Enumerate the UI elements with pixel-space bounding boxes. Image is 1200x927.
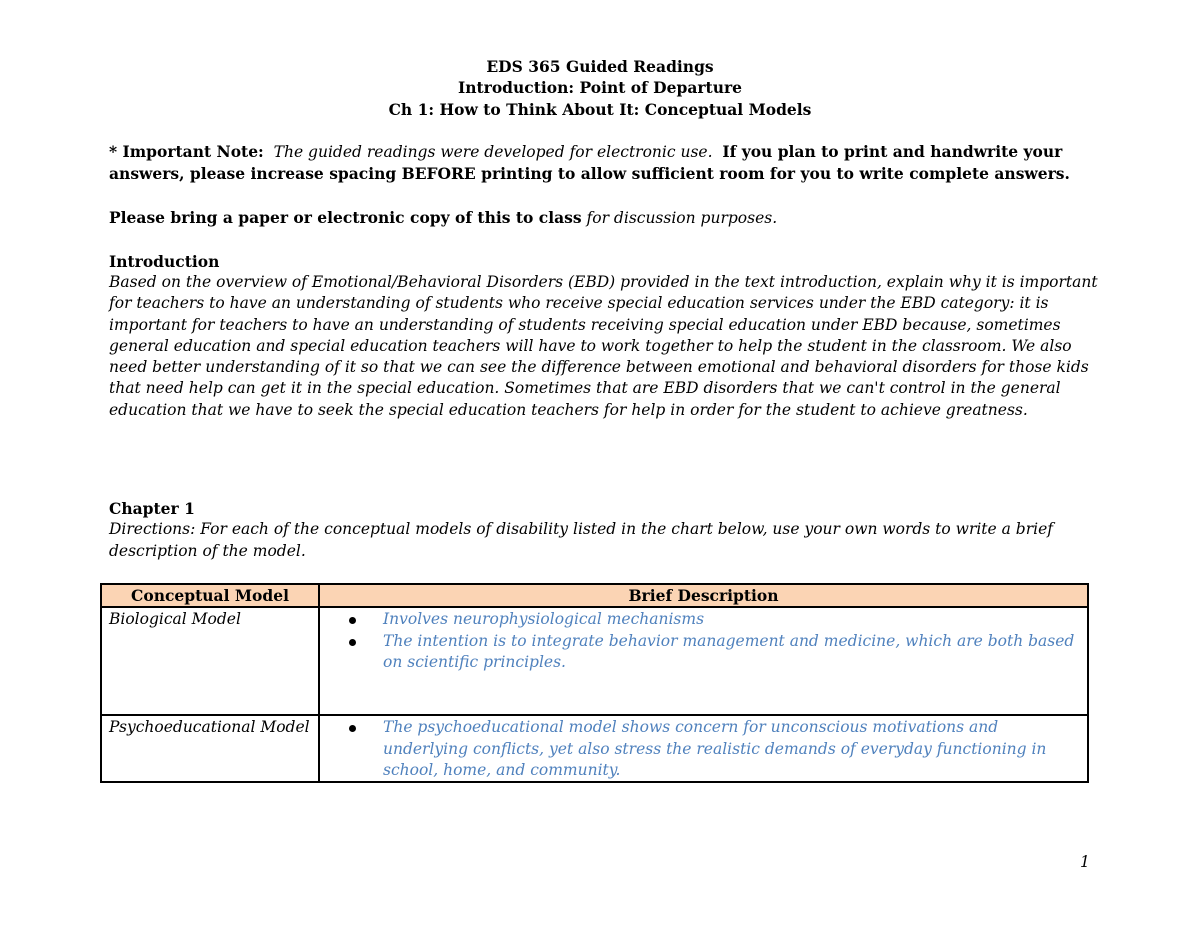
chapter1-directions: Directions: For each of the conceptual models of disability listed in the chart below, use your own words to write a brief description of the model. <box>109 520 1054 560</box>
document-subtitle: Introduction: Point of Departure <box>457 78 742 98</box>
description-cell <box>319 607 1088 715</box>
important-note <box>109 141 1099 186</box>
important-note-italic: The guided readings were developed for electronic use. <box>273 143 713 162</box>
description-bullet-text: Involves neurophysiological mechanisms <box>383 610 705 629</box>
chapter1-section <box>109 498 1099 562</box>
conceptual-models-table <box>100 583 1089 783</box>
table-row <box>101 715 1088 782</box>
description-bullet <box>383 717 1080 781</box>
description-bullet <box>383 609 1080 630</box>
description-bullet-list <box>327 717 1080 781</box>
important-note-label: * Important Note: <box>109 142 264 162</box>
page-number: 1 <box>1080 853 1090 871</box>
model-name-cell: Psychoeducational Model <box>101 715 319 782</box>
document-title-block <box>101 56 1099 120</box>
bring-copy-note <box>109 207 1099 229</box>
table-row <box>101 607 1088 715</box>
description-bullet-list <box>327 609 1080 673</box>
column-header-description: Brief Description <box>319 584 1088 607</box>
description-bullet <box>383 631 1080 674</box>
bullet-dot-icon <box>349 725 356 732</box>
introduction-heading: Introduction <box>109 251 220 271</box>
bring-copy-italic: for discussion purposes. <box>586 209 778 228</box>
model-name-cell: Biological Model <box>101 607 319 715</box>
description-cell <box>319 715 1088 782</box>
introduction-answer: Based on the overview of Emotional/Behavioral Disorders (EBD) provided in the text introduction, explain why it is important for teachers to have an understanding of students who receive special education services under the EBD category: it is important for teachers to have an understanding of students receiving special education under EBD because, sometimes general education and special education teachers will have to work together to help the student in the classroom. We also need better understanding of it so that we can see the difference between emotional and behavioral disorders for those kids that need help can get it in the special education. Sometimes that are EBD disorders that we can't control in the general education that we have to seek the special education teachers for help in order for the student to achieve greatness. <box>109 272 1098 419</box>
description-bullet-text: The psychoeducational model shows concern for unconscious motivations and underlying conflicts, yet also stress the realistic demands of everyday functioning in school, home, and community. <box>383 718 1047 779</box>
chapter-title: Ch 1: How to Think About It: Conceptual Models <box>388 99 812 119</box>
important-note-instructions: If you plan to print and handwrite your answers, please increase spacing BEFORE printing to allow sufficient room for you to write complete answers. <box>109 142 1070 184</box>
table-header-row <box>101 584 1088 607</box>
column-header-model: Conceptual Model <box>101 584 319 607</box>
document-body <box>109 56 1099 421</box>
bullet-dot-icon <box>349 639 356 646</box>
document-title: EDS 365 Guided Readings <box>486 57 714 76</box>
chapter1-heading: Chapter 1 <box>109 499 195 518</box>
description-bullet-text: The intention is to integrate behavior management and medicine, which are both based on scientific principles. <box>383 631 1075 671</box>
bring-copy-bold: Please bring a paper or electronic copy of this to class <box>109 208 582 228</box>
bullet-dot-icon <box>349 617 356 624</box>
